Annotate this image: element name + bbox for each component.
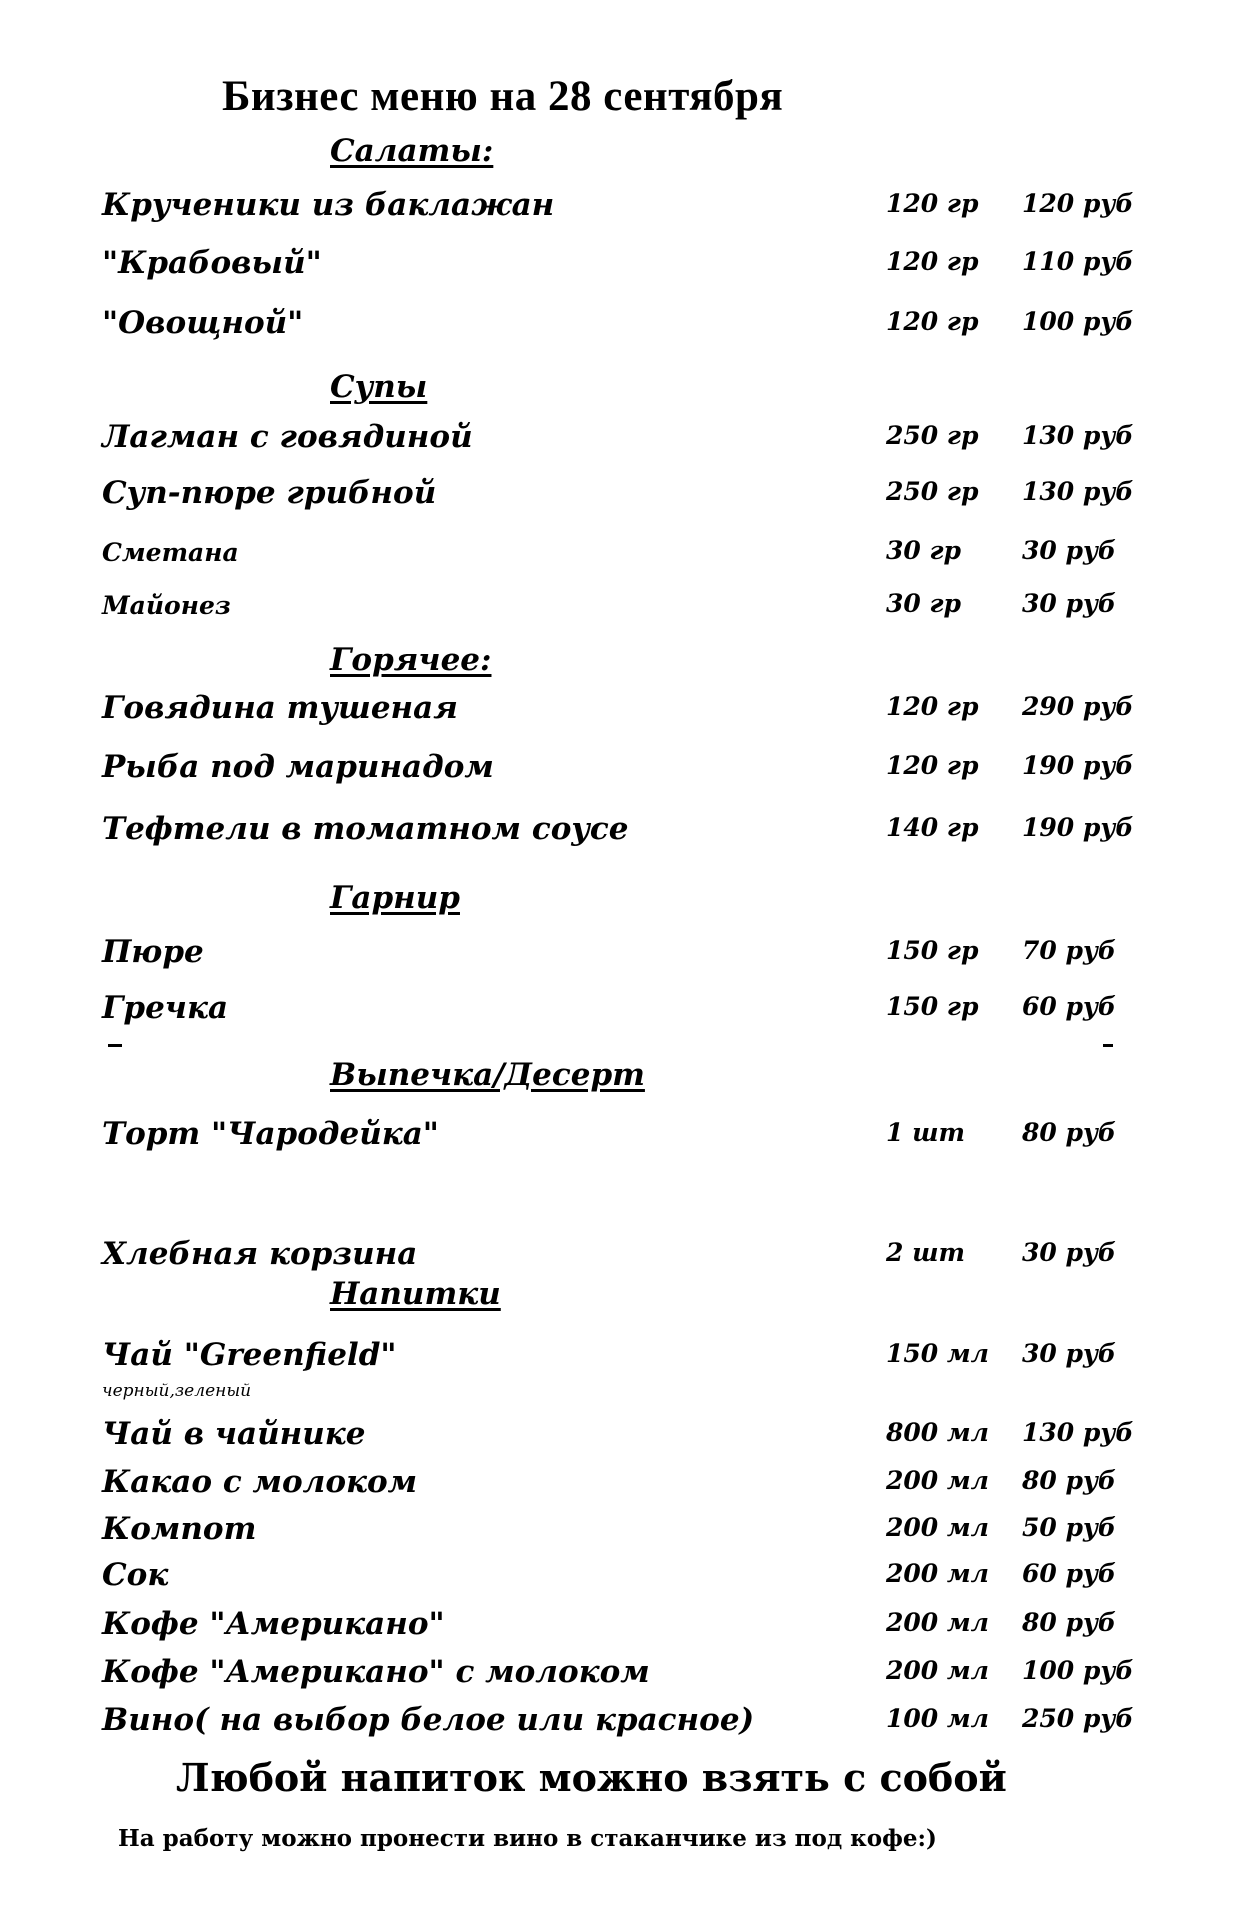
item-price: 70 руб (1022, 936, 1116, 965)
item-quantity: 150 мл (886, 1339, 989, 1368)
item-price: 190 руб (1022, 813, 1134, 842)
item-name: Кофе "Американо" с молоком (102, 1654, 650, 1690)
item-price: 120 руб (1022, 189, 1134, 218)
item-name: Говядина тушеная (102, 690, 458, 726)
item-quantity: 1 шт (886, 1118, 966, 1147)
item-price: 110 руб (1022, 247, 1134, 276)
item-price: 250 руб (1022, 1704, 1134, 1733)
menu-item (102, 1557, 1182, 1601)
item-quantity: 150 гр (886, 936, 979, 965)
item-name: Вино( на выбор белое или красное) (102, 1702, 755, 1738)
item-name: Лагман с говядиной (102, 419, 473, 455)
item-name: "Овощной" (102, 305, 304, 341)
item-price: 190 руб (1022, 751, 1134, 780)
menu-item (102, 1606, 1182, 1650)
item-quantity: 200 мл (886, 1466, 989, 1495)
item-price: 30 руб (1022, 1238, 1116, 1267)
item-quantity: 140 гр (886, 813, 979, 842)
item-note: черный,зеленый (102, 1381, 252, 1401)
item-name: Сок (102, 1557, 169, 1593)
item-name: "Крабовый" (102, 245, 322, 281)
clipped-text-fragment (108, 1044, 122, 1047)
item-quantity: 800 мл (886, 1418, 989, 1447)
item-quantity: 200 мл (886, 1656, 989, 1685)
menu-item (102, 1654, 1182, 1698)
item-price: 80 руб (1022, 1608, 1116, 1637)
item-price: 290 руб (1022, 692, 1134, 721)
item-quantity: 200 мл (886, 1559, 989, 1588)
item-quantity: 120 гр (886, 307, 979, 336)
footer-note: На работу можно пронести вино в стаканчике из под кофе:) (118, 1825, 937, 1852)
menu-item (102, 811, 1182, 855)
item-name: Пюре (102, 934, 204, 970)
menu-item (102, 690, 1182, 734)
item-quantity: 200 мл (886, 1608, 989, 1637)
menu-item (102, 587, 1182, 631)
menu-item (102, 934, 1182, 978)
item-name: Суп-пюре грибной (102, 475, 437, 511)
item-price: 80 руб (1022, 1118, 1116, 1147)
menu-item (102, 534, 1182, 578)
item-price: 30 руб (1022, 536, 1116, 565)
takeaway-notice: Любой напиток можно взять с собой (176, 1755, 1007, 1800)
menu-item (102, 749, 1182, 793)
item-name: Какао с молоком (102, 1464, 418, 1500)
section-salads: Салаты: (330, 133, 494, 169)
item-price: 30 руб (1022, 1339, 1116, 1368)
clipped-text-fragment (1103, 1044, 1113, 1047)
item-name: Кофе "Американо" (102, 1606, 445, 1642)
menu-item (102, 419, 1182, 463)
menu-item (102, 187, 1182, 231)
menu-item (102, 245, 1182, 289)
item-price: 100 руб (1022, 1656, 1134, 1685)
item-name: Компот (102, 1511, 257, 1547)
item-price: 80 руб (1022, 1466, 1116, 1495)
item-quantity: 120 гр (886, 751, 979, 780)
page-title: Бизнес меню на 28 сентября (222, 73, 784, 120)
item-quantity: 120 гр (886, 247, 979, 276)
item-name: Гречка (102, 990, 229, 1026)
item-price: 50 руб (1022, 1513, 1116, 1542)
section-dessert: Выпечка/Десерт (330, 1057, 645, 1093)
item-quantity: 2 шт (886, 1238, 966, 1267)
menu-item (102, 305, 1182, 349)
item-name: Майонез (102, 591, 231, 620)
item-price: 100 руб (1022, 307, 1134, 336)
menu-item (102, 1236, 1182, 1280)
item-quantity: 250 гр (886, 477, 979, 506)
section-hot: Горячее: (330, 642, 492, 678)
item-name: Крученики из баклажан (102, 187, 555, 223)
item-name: Чай "Greenfield" (102, 1337, 397, 1373)
section-soups: Супы (330, 369, 428, 405)
item-price: 130 руб (1022, 421, 1134, 450)
item-name: Рыба под маринадом (102, 749, 494, 785)
item-price: 60 руб (1022, 992, 1116, 1021)
item-quantity: 30 гр (886, 536, 962, 565)
item-name: Тефтели в томатном соусе (102, 811, 629, 847)
item-quantity: 120 гр (886, 189, 979, 218)
menu-item (102, 1116, 1182, 1160)
item-name: Торт "Чародейка" (102, 1116, 439, 1152)
menu-item (102, 1511, 1182, 1555)
item-name: Чай в чайнике (102, 1416, 366, 1452)
item-quantity: 200 мл (886, 1513, 989, 1542)
item-price: 130 руб (1022, 477, 1134, 506)
menu-item (102, 1337, 1182, 1401)
item-price: 30 руб (1022, 589, 1116, 618)
item-quantity: 120 гр (886, 692, 979, 721)
section-garnish: Гарнир (330, 880, 460, 916)
menu-item (102, 1702, 1182, 1746)
menu-item (102, 1416, 1182, 1460)
item-quantity: 150 гр (886, 992, 979, 1021)
menu-item (102, 475, 1182, 519)
item-quantity: 100 мл (886, 1704, 989, 1733)
item-name: Хлебная корзина (102, 1236, 418, 1272)
item-price: 60 руб (1022, 1559, 1116, 1588)
menu-item (102, 990, 1182, 1034)
item-name: Сметана (102, 538, 239, 567)
item-quantity: 250 гр (886, 421, 979, 450)
menu-item (102, 1464, 1182, 1508)
section-drinks: Напитки (330, 1276, 501, 1312)
item-quantity: 30 гр (886, 589, 962, 618)
item-price: 130 руб (1022, 1418, 1134, 1447)
